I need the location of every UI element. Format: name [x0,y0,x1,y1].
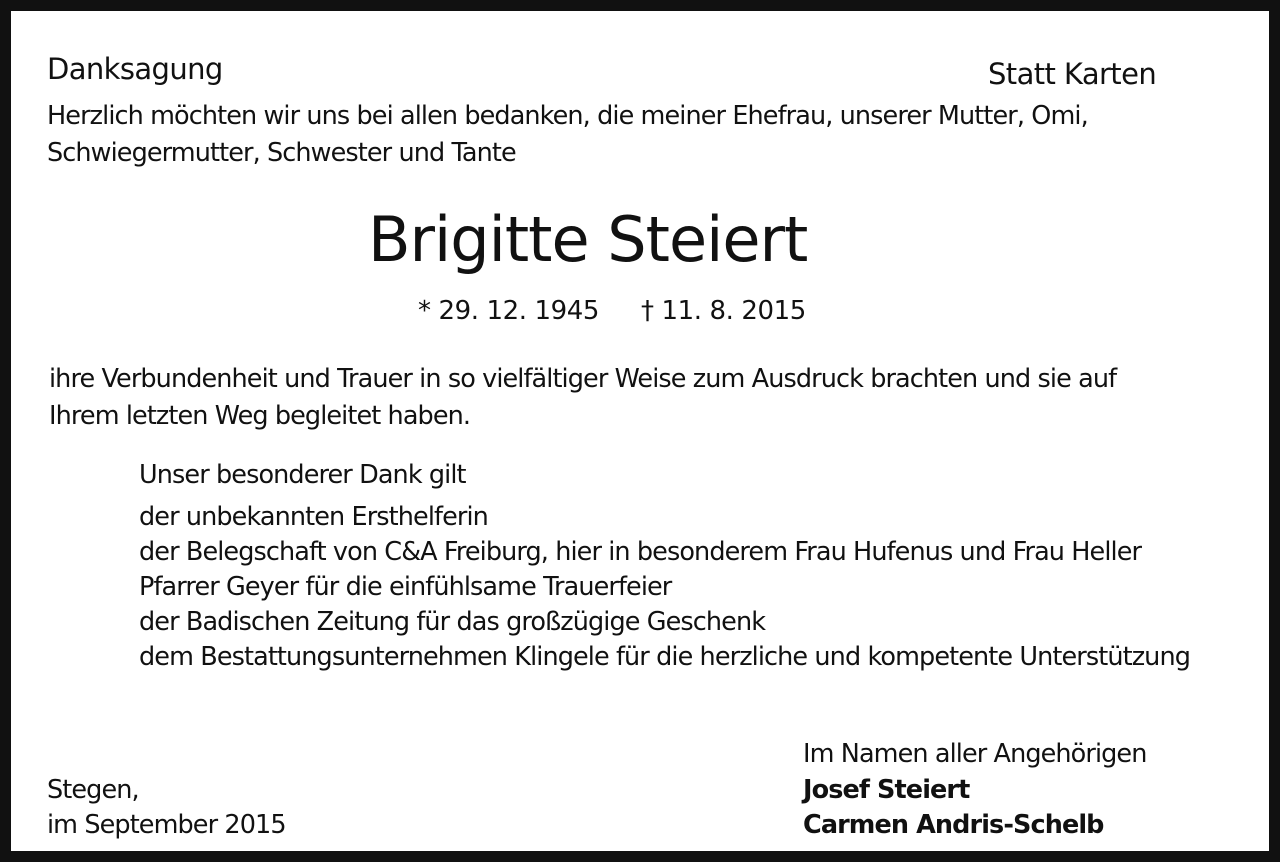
birth-date: * 29. 12. 1945 [418,296,600,326]
on-behalf-line: Im Namen aller Angehörigen [803,739,1147,769]
intro-line-1: Herzlich möchten wir uns bei allen bedanken, die meiner Ehefrau, unserer Mutter, Omi, [47,101,1088,131]
thanks-item: der Belegschaft von C&A Freiburg, hier in besonderem Frau Hufenus und Frau Heller [139,537,1142,567]
place: Stegen, [47,775,139,805]
thanks-item: der unbekannten Ersthelferin [139,502,488,532]
title-statt-karten: Statt Karten [988,57,1157,91]
middle-line-2: Ihrem letzten Weg begleitet haben. [49,401,471,431]
thanks-heading: Unser besonderer Dank gilt [139,460,466,490]
intro-line-2: Schwiegermutter, Schwester und Tante [47,138,516,168]
death-date: † 11. 8. 2015 [641,296,806,326]
thanks-item: Pfarrer Geyer für die einfühlsame Trauerfeier [139,572,672,602]
thanks-item: der Badischen Zeitung für das großzügige Geschenk [139,607,766,637]
signer-name: Carmen Andris-Schelb [803,810,1104,840]
title-danksagung: Danksagung [47,52,223,86]
thanks-item: dem Bestattungsunternehmen Klingele für die herzliche und kompetente Unterstützung [139,642,1190,672]
signer-name: Josef Steiert [803,775,970,805]
deceased-name: Brigitte Steiert [368,203,808,276]
middle-line-1: ihre Verbundenheit und Trauer in so vielfältiger Weise zum Ausdruck brachten und sie auf [49,364,1117,394]
date-line: im September 2015 [47,810,286,840]
